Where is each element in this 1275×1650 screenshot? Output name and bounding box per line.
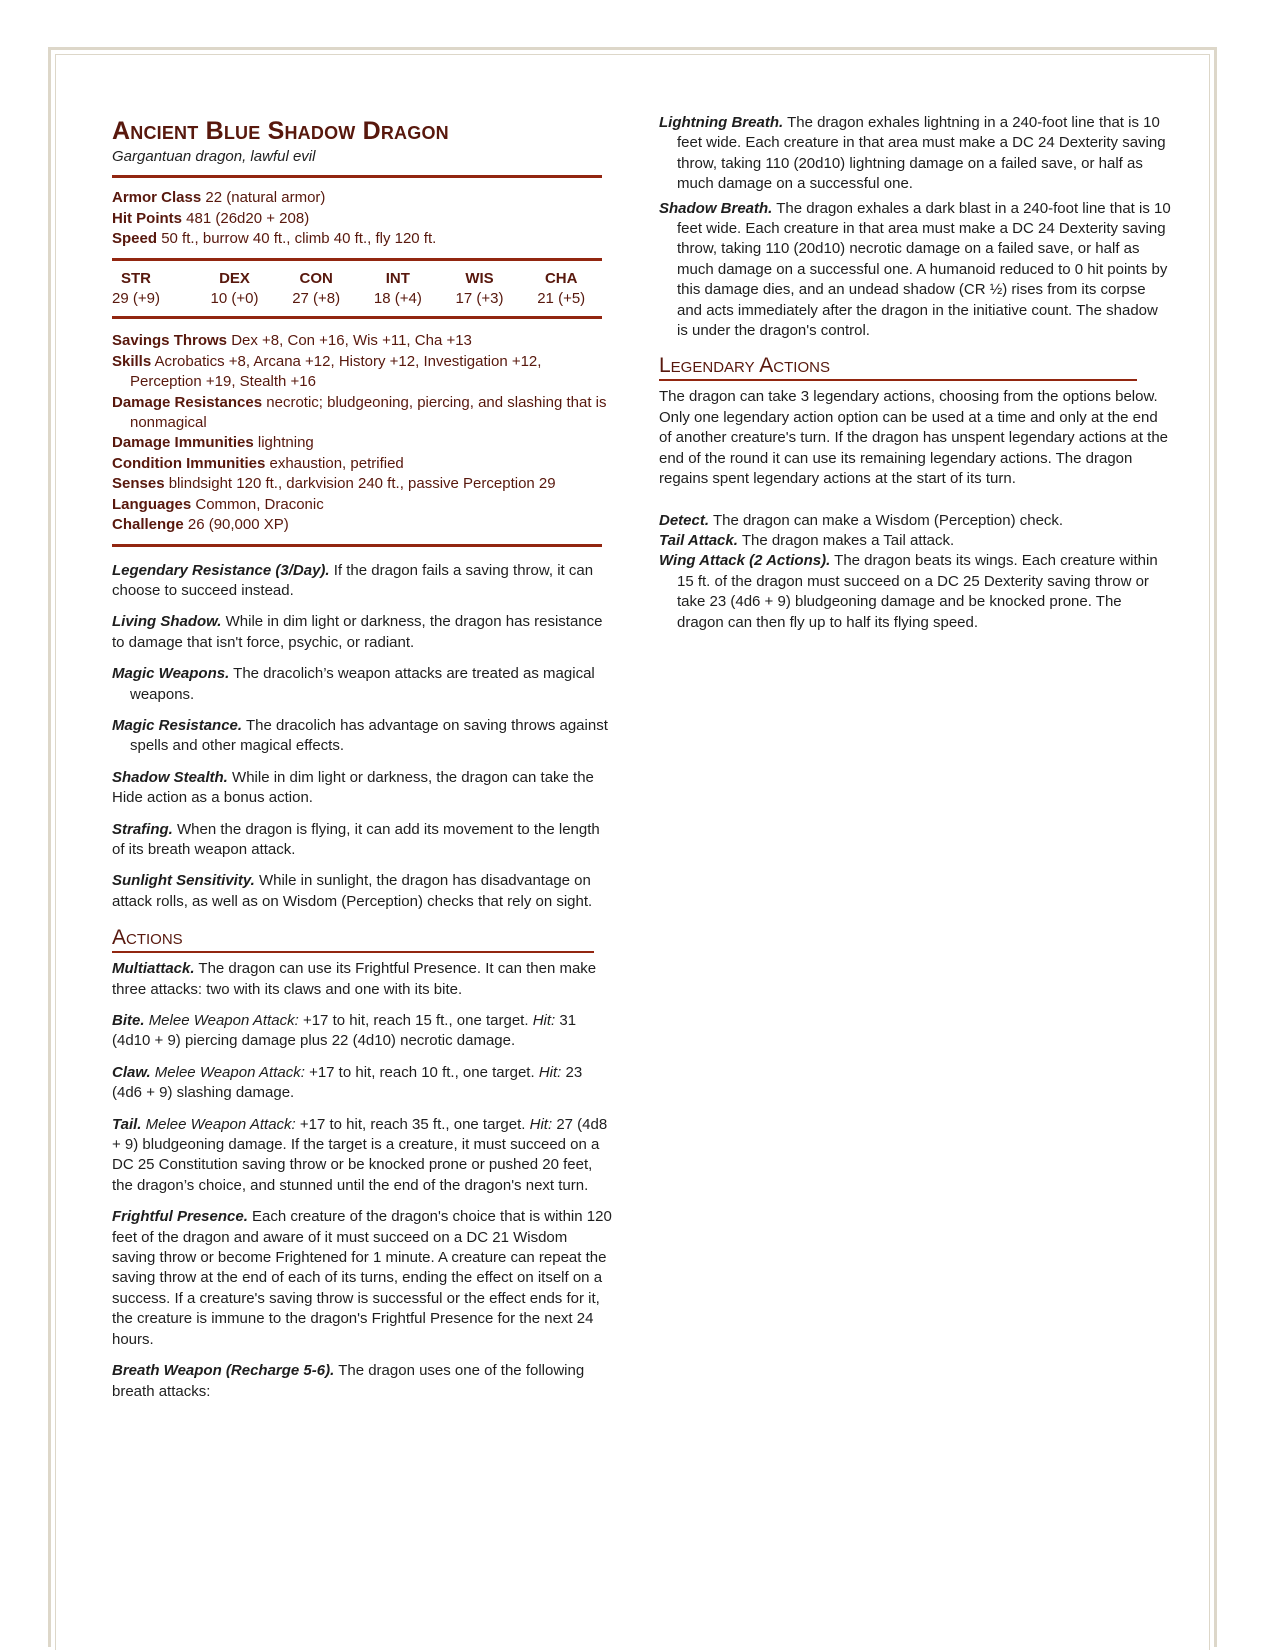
- action-name: Breath Weapon (Recharge 5-6).: [112, 1362, 335, 1380]
- divider: [112, 175, 602, 178]
- monster-name: Ancient Blue Shadow Dragon: [112, 117, 449, 145]
- action-text: The dragon can use its Frightful Presence. It can then make three attacks: two with its claws and one with its bite.: [112, 960, 597, 998]
- hit-label: Hit:: [529, 1115, 553, 1133]
- action-tail: [112, 1115, 614, 1197]
- trait-text: The dracolich’s weapon attacks are treated as magical weapons.: [130, 665, 595, 703]
- attack-type: Melee Weapon Attack:: [154, 1063, 305, 1081]
- armor-class-value: 22 (natural armor): [205, 189, 326, 207]
- divider: [112, 316, 602, 319]
- ability-score: 17 (+3): [455, 290, 504, 308]
- trait-text: When the dragon is flying, it can add its movement to the length of its breath weapon attack.: [112, 820, 600, 858]
- languages-label: Languages: [112, 495, 192, 513]
- breath-name: Shadow Breath.: [659, 199, 773, 217]
- ability-wis: [439, 269, 521, 310]
- senses-value: blindsight 120 ft., darkvision 240 ft., passive Perception 29: [168, 475, 556, 493]
- action-name: Multiattack.: [112, 960, 195, 978]
- speed-label: Speed: [112, 230, 158, 248]
- legendary-actions-heading: Legendary Actions: [659, 354, 1137, 381]
- challenge: [112, 515, 614, 535]
- challenge-label: Challenge: [112, 516, 184, 534]
- trait-sunlight-sensitivity: [112, 871, 614, 912]
- hit-damage: 27 (4d8 + 9) bludgeoning damage. If the target is a creature, it must succeed on a DC 25 Constitution saving throw or be knocked prone or pushed 20 feet, the dragon’s choice, and stunned until the end of the dragon's next turn.: [112, 1115, 608, 1194]
- saving-throws-value: Dex +8, Con +16, Wis +11, Cha +13: [231, 332, 472, 350]
- legendary-action-name: Tail Attack.: [659, 531, 738, 549]
- trait-text: If the dragon fails a saving throw, it can choose to succeed instead.: [112, 561, 594, 599]
- ability-int: [357, 269, 439, 310]
- senses: [112, 474, 614, 494]
- saving-throws-label: Savings Throws: [112, 332, 228, 350]
- trait-living-shadow: [112, 612, 614, 653]
- ability-cha: [520, 269, 602, 310]
- senses-label: Senses: [112, 475, 165, 493]
- ability-dex: [194, 269, 276, 310]
- hit-label: Hit:: [538, 1063, 562, 1081]
- damage-immunities-value: lightning: [257, 434, 314, 452]
- damage-immunities-label: Damage Immunities: [112, 434, 254, 452]
- legendary-action-text: The dragon beats its wings. Each creature within 15 ft. of the dragon must succeed on a DC 25 Dexterity saving throw or take 23 (4d6 + 9) bludgeoning damage and be knocked prone. The dragon can then fly up to half its flying speed.: [677, 552, 1158, 631]
- condition-immunities-value: exhaustion, petrified: [269, 454, 404, 472]
- saving-throws: [112, 331, 614, 351]
- condition-immunities: [112, 454, 614, 474]
- hit-points: [112, 209, 614, 229]
- hit-damage: 23 (4d6 + 9) slashing damage.: [112, 1063, 583, 1102]
- ability-name: CON: [299, 269, 333, 287]
- basic-stats: [112, 188, 614, 249]
- action-name: Frightful Presence.: [112, 1208, 248, 1226]
- trait-name: Sunlight Sensitivity.: [112, 872, 255, 890]
- detail-stats: [112, 331, 614, 535]
- legendary-actions-intro: The dragon can take 3 legendary actions, choosing from the options below. Only one legendary action option can be used at a time and only at the end of another creature's turn. If the dragon has unspent legendary actions at the end of the round it can use its remaining legendary actions. The dragon regains spent legendary actions at the start of its turn.: [659, 388, 1169, 488]
- trait-name: Magic Weapons.: [112, 665, 230, 683]
- trait-name: Living Shadow.: [112, 613, 222, 631]
- trait-shadow-stealth: [112, 768, 614, 809]
- skills-label: Skills: [112, 352, 152, 370]
- trait-magic-resistance: [112, 716, 614, 757]
- left-column: [112, 113, 614, 1413]
- breath-text: The dragon exhales lightning in a 240-foot line that is 10 feet wide. Each creature in that area must make a DC 24 Dexterity saving throw, taking 110 (20d10) lightning damage on a failed save, or half as much damage on a successful one.: [677, 114, 1166, 193]
- breath-name: Lightning Breath.: [659, 114, 784, 131]
- legendary-action-name: Wing Attack (2 Actions).: [659, 552, 831, 570]
- skills: [112, 352, 614, 393]
- damage-resistances-value: necrotic; bludgeoning, piercing, and slashing that is nonmagical: [130, 393, 607, 432]
- action-multiattack: [112, 959, 614, 1000]
- speed-value: 50 ft., burrow 40 ft., climb 40 ft., fly 120 ft.: [161, 230, 437, 248]
- hit-points-label: Hit Points: [112, 209, 182, 227]
- trait-name: Magic Resistance.: [112, 716, 243, 734]
- breath-shadow: [659, 199, 1171, 342]
- legendary-action-text: The dragon makes a Tail attack.: [741, 531, 955, 549]
- attack-type: Melee Weapon Attack:: [145, 1115, 296, 1133]
- condition-immunities-label: Condition Immunities: [112, 454, 266, 472]
- trait-text: While in dim light or darkness, the dragon can take the Hide action as a bonus action.: [112, 768, 594, 807]
- ability-con: [275, 269, 357, 310]
- breath-text: The dragon exhales a dark blast in a 240-foot line that is 10 feet wide. Each creature in that area must make a DC 24 Dexterity saving throw, taking 110 (20d10) necrotic damage on a failed save, or half as much damage on a successful one. A humanoid reduced to 0 hit points by this damage dies, and an undead shadow (CR ½) rises from its corpse and acts immediately after the dragon in the initiative count. The shadow is under the dragon's control.: [677, 199, 1171, 340]
- trait-legendary-resistance: [112, 561, 614, 602]
- languages-value: Common, Draconic: [195, 495, 324, 513]
- speed: [112, 229, 614, 249]
- hit-points-value: 481 (26d20 + 208): [186, 209, 310, 227]
- action-name: Bite.: [112, 1012, 145, 1029]
- trait-text: The dracolich has advantage on saving throws against spells and other magical effects.: [130, 716, 608, 755]
- attack-reach: +17 to hit, reach 35 ft., one target.: [299, 1115, 526, 1133]
- trait-magic-weapons: [112, 664, 614, 705]
- ability-name: INT: [385, 269, 410, 287]
- action-claw: [112, 1063, 614, 1104]
- ability-name: DEX: [219, 269, 250, 287]
- trait-name: Shadow Stealth.: [112, 768, 228, 786]
- legendary-action-name: Detect.: [659, 511, 710, 529]
- trait-text: While in dim light or darkness, the dragon has resistance to damage that isn't force, psychic, or radiant.: [112, 613, 603, 651]
- monster-type-line: Gargantuan dragon, lawful evil: [112, 148, 316, 165]
- attack-type: Melee Weapon Attack:: [148, 1012, 299, 1029]
- armor-class-label: Armor Class: [112, 189, 202, 207]
- hit-damage: 31 (4d10 + 9) piercing damage plus 22 (4d10) necrotic damage.: [112, 1012, 577, 1050]
- attack-reach: +17 to hit, reach 10 ft., one target.: [309, 1063, 535, 1081]
- trait-name: Strafing.: [112, 820, 173, 838]
- action-bite: [112, 1011, 614, 1052]
- ability-score: 27 (+8): [292, 290, 341, 308]
- ability-str: [112, 269, 194, 310]
- divider: [112, 258, 602, 261]
- ability-score: 21 (+5): [537, 290, 586, 308]
- challenge-value: 26 (90,000 XP): [187, 516, 289, 534]
- skills-value: Acrobatics +8, Arcana +12, History +12, Investigation +12, Perception +19, Stealth +16: [130, 352, 542, 391]
- legendary-action-text: The dragon can make a Wisdom (Perception) check.: [712, 511, 1064, 529]
- legendary-wing-attack: [659, 551, 1171, 633]
- ability-score: 10 (+0): [210, 290, 259, 308]
- right-column: [659, 113, 1171, 633]
- action-breath-weapon: [112, 1361, 614, 1402]
- ability-name: WIS: [465, 269, 494, 287]
- armor-class: [112, 188, 614, 208]
- breath-lightning: [659, 113, 1171, 195]
- action-name: Tail.: [112, 1115, 142, 1133]
- legendary-tail-attack: [659, 531, 1171, 551]
- divider: [112, 544, 602, 547]
- trait-text: While in sunlight, the dragon has disadvantage on attack rolls, as well as on Wisdom (Perception) checks that rely on sight.: [112, 872, 593, 910]
- ability-score: 29 (+9): [112, 290, 160, 308]
- damage-resistances-label: Damage Resistances: [112, 393, 263, 411]
- hit-label: Hit:: [532, 1012, 556, 1029]
- ability-score: 18 (+4): [373, 290, 422, 308]
- actions-heading: Actions: [112, 926, 594, 953]
- ability-scores: [112, 269, 602, 310]
- action-name: Claw.: [112, 1063, 151, 1081]
- trait-name: Legendary Resistance (3/Day).: [112, 561, 330, 579]
- attack-reach: +17 to hit, reach 15 ft., one target.: [302, 1012, 529, 1029]
- ability-name: CHA: [544, 269, 578, 287]
- trait-strafing: [112, 820, 614, 861]
- action-text: Each creature of the dragon's choice that is within 120 feet of the dragon and aware of it must succeed on a DC 21 Wisdom saving throw or become Frightened for 1 minute. A creature can repeat the saving throw at the end of each of its turns, ending the effect on itself on a success. If a creature's saving throw is successful or the effect ends for it, the creature is immune to the dragon's Frightful Presence for the next 24 hours.: [112, 1208, 612, 1348]
- action-text: The dragon uses one of the following breath attacks:: [112, 1362, 585, 1400]
- ability-name: STR: [121, 269, 151, 287]
- languages: [112, 495, 614, 515]
- damage-resistances: [112, 393, 614, 434]
- damage-immunities: [112, 433, 614, 453]
- legendary-detect: [659, 511, 1171, 531]
- action-frightful-presence: [112, 1207, 614, 1350]
